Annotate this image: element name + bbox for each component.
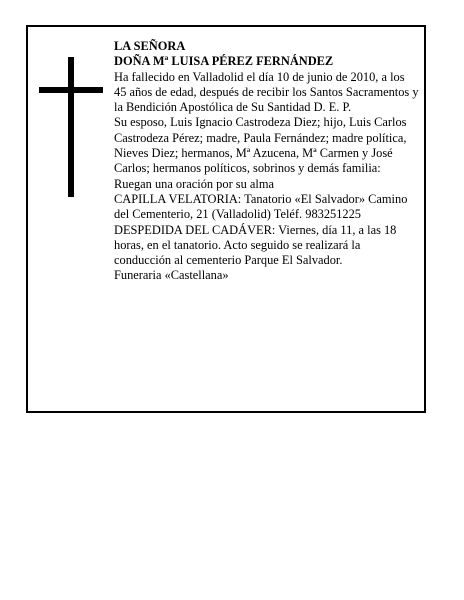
notice-title: LA SEÑORA xyxy=(114,39,186,53)
notice-text xyxy=(114,39,420,284)
prayer-request: Ruegan una oración por su alma xyxy=(114,176,274,191)
farewell-info: DESPEDIDA DEL CADÁVER: Viernes, día 11, a las 18 horas, en el tanatorio. Acto seguido se realizará la conducción al cementerio Parque El Salvador. xyxy=(114,222,397,268)
cross-icon-bar xyxy=(39,87,103,93)
death-statement: Ha fallecido en Valladolid el día 10 de junio de 2010, a los 45 años de edad, después de recibir los Santos Sacramentos y la Bendición Apostólica de Su Santidad D. E. P. xyxy=(114,69,419,115)
deceased-name: DOÑA Mª LUISA PÉREZ FERNÁNDEZ xyxy=(114,54,334,69)
family-list: Su esposo, Luis Ignacio Castrodeza Diez; hijo, Luis Carlos Castrodeza Pérez; madre, Paula Fernández; madre política, Nieves Diez; hermanos, Mª Azucena, Mª Carmen y José Carlos; hermanos políticos, sobrinos y demás familia: xyxy=(114,115,407,176)
obituary-notice xyxy=(26,25,426,413)
funeral-home: Funeraria «Castellana» xyxy=(114,268,229,283)
chapel-info: CAPILLA VELATORIA: Tanatorio «El Salvador» Camino del Cementerio, 21 (Valladolid) Teléf. 983251225 xyxy=(114,191,408,222)
cross-icon xyxy=(68,57,74,197)
